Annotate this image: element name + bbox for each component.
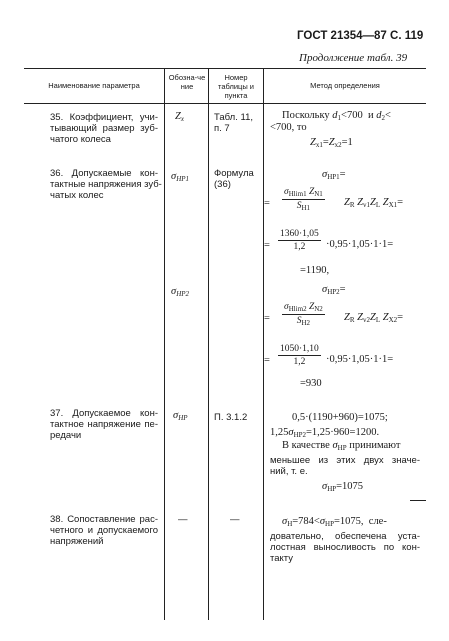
row-36-eq3-equals: =: [264, 313, 270, 324]
row-36-symbol-2: $\sigma_{HP2}$: [171, 286, 190, 298]
row-37-method-line-4: меньшее из этих двух значе- ний, т. е.: [270, 455, 420, 477]
row-36-result-2: =930: [300, 378, 322, 389]
row-37-method-line-1: 0,5·(1190+960)=1075;: [292, 412, 388, 423]
continuation-label: Продолжение табл. 39: [299, 52, 408, 64]
row-35-method-result: $Z_{x1}=Z_{x2}=1$: [310, 137, 353, 149]
row-35-parameter-name: 35. Коэффициент, учи- тывающий размер зуб- чатого колеса: [50, 112, 158, 145]
column-header-reference: Номер таблицы и пункта: [217, 73, 254, 100]
row-35-reference: Табл. 11, п. 7: [214, 112, 253, 134]
row-38-method-rest: довательно, обеспечена уста- лостная выносливость по кон- такту: [270, 531, 420, 564]
row-38-method-line-1: $\sigma_H=784<\sigma_{HP}=1075$, сле-: [282, 516, 387, 528]
column-header-name: Наименование параметра: [48, 81, 140, 90]
row-37-parameter-name: 37. Допускаемое кон- тактное напряжение пе- редачи: [50, 408, 158, 441]
row-35-symbol: $Z_x$: [175, 111, 184, 123]
row-36-result-1: =1190,: [300, 265, 330, 276]
table-top-rule: [24, 68, 426, 69]
table-header-rule: [24, 103, 426, 104]
row-36-sigma-hp2-label: $\sigma_{HP2}=$: [322, 284, 346, 296]
row-37-method-line-2: $1,25\sigma_{HP2}=1,25\cdot 960=1200$.: [270, 427, 380, 439]
column-divider-2: [208, 68, 209, 620]
row-37-symbol: $\sigma_{HP}$: [173, 410, 188, 422]
row-38-parameter-name: 38. Сопоставление рас- четного и допускаемого напряжений: [50, 514, 158, 547]
column-divider-3: [263, 68, 264, 620]
row-36-eq1-equals: =: [264, 198, 270, 209]
row-35-method-line-1: Поскольку $d_1<700$ и $d_2<$: [282, 110, 391, 122]
row-37-method-line-3: В качестве $\sigma_{HP}$ принимают: [282, 440, 401, 452]
row-37-end-rule: [410, 500, 426, 501]
row-36-parameter-name: 36. Допускаемые кон- тактные напряжения зуб- чатых колес: [50, 168, 162, 201]
row-36-eq4-fraction: $\frac{1050\cdot 1,10}{1,2}$: [280, 344, 319, 367]
row-38-symbol: —: [178, 514, 188, 525]
row-38-reference: —: [230, 514, 240, 525]
row-37-reference: П. 3.1.2: [214, 412, 248, 423]
row-36-eq1-factors: $Z_R$ $Z_{v1}Z_L$ $Z_{X1}=$: [344, 197, 404, 209]
row-36-sigma-hp1-label: $\sigma_{HP1}=$: [322, 169, 346, 181]
row-36-eq1-fraction: $\frac{\sigma_{Hlim1} Z_{N1}}{S_{H1}}$: [284, 187, 323, 212]
row-36-eq3-factors: $Z_R$ $Z_{v2}Z_L$ $Z_{X2}=$: [344, 312, 404, 324]
row-36-eq4-tail: ·0,95·1,05·1·1=: [326, 354, 394, 365]
row-35-method-line-2: <700, то: [270, 122, 307, 133]
column-header-method: Метод определения: [310, 81, 380, 90]
row-36-symbol-1: $\sigma_{HP1}$: [171, 171, 190, 183]
row-36-eq4-equals: =: [264, 355, 270, 366]
row-37-method-result: $\sigma_{HP}=1075$: [322, 481, 364, 493]
row-36-reference: Формула (36): [214, 168, 254, 190]
row-36-eq2-fraction: $\frac{1360\cdot 1,05}{1,2}$: [280, 229, 319, 252]
column-divider-1: [164, 68, 165, 620]
row-36-eq2-equals: =: [264, 240, 270, 251]
standard-header: ГОСТ 21354—87 С. 119: [297, 30, 424, 42]
row-36-eq2-tail: ·0,95·1,05·1·1=: [326, 239, 394, 250]
column-header-symbol: Обозна-чение: [168, 73, 206, 91]
row-36-eq3-fraction: $\frac{\sigma_{Hlim2} Z_{N2}}{S_{H2}}$: [284, 302, 323, 327]
